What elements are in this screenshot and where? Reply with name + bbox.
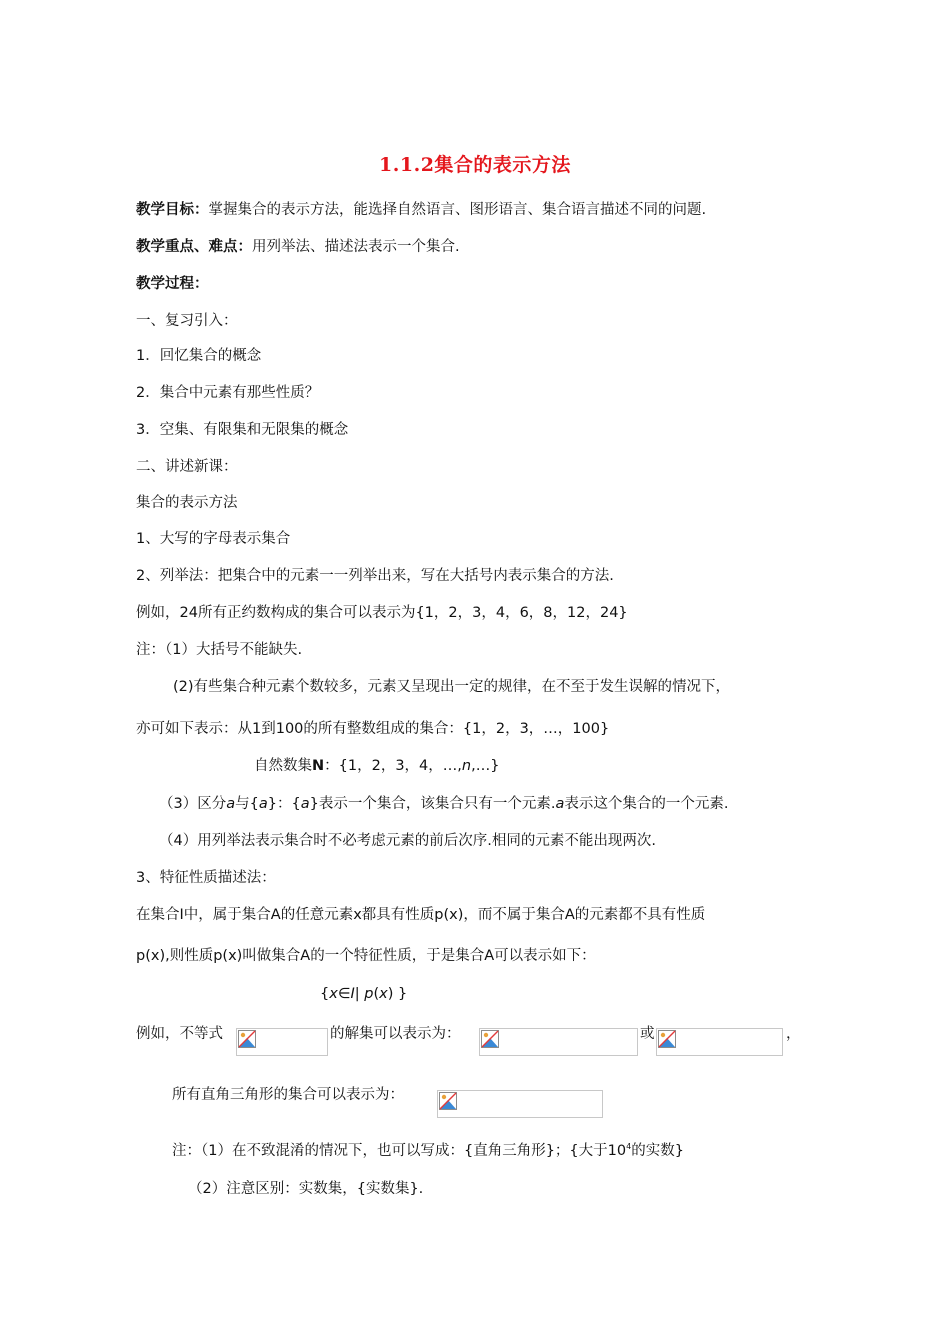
example-or: 或 [640,1026,655,1042]
objective-line [136,200,706,220]
final-note-line: （2）注意区别：实数集，{实数集}. [188,1181,424,1197]
review-item: 3．空集、有限集和无限集的概念 [136,422,349,438]
broken-image-icon [439,1092,457,1110]
paragraph: 例如，24所有正约数构成的集合可以表示为{1，2，3，4，6，8，12，24} [136,605,628,621]
review-heading: 一、复习引入： [136,313,238,329]
set-builder-formula: {x∈I| p(x) } [320,986,408,1002]
page-title: 1.1.2集合的表示方法 [379,154,571,176]
natural-number-set: 自然数集N：{1，2，3，4，…,n,…} [254,758,500,774]
example-comma: ， [786,1026,801,1042]
example-prefix: 例如，不等式 [136,1026,223,1042]
right-triangle-set-image [437,1090,603,1118]
review-item: 2．集合中元素有那些性质？ [136,385,320,401]
paragraph: p(x),则性质p(x)叫做集合A的一个特征性质，于是集合A可以表示如下： [136,948,596,964]
keypoints-label: 教学重点、难点： [136,239,252,255]
example-middle: 的解集可以表示为： [330,1026,461,1042]
solution-set-image-1 [479,1028,638,1056]
paragraph: 在集合I中，属于集合A的任意元素x都具有性质p(x)，而不属于集合A的元素都不具有性质 [136,907,706,923]
objective-text: 掌握集合的表示方法，能选择自然语言、图形语言、集合语言描述不同的问题. [208,202,707,218]
final-note-line: 注：（1）在不致混淆的情况下，也可以写成：{直角三角形}；{大于$10^4$的实数} [172,1142,684,1159]
review-item: 1．回忆集合的概念 [136,348,262,364]
right-triangle-example: 所有直角三角形的集合可以表示为： [172,1087,404,1103]
note-line: （3）区分a与{a}：{a}表示一个集合，该集合只有一个元素.a表示这个集合的一个元素. [159,796,729,812]
inequality-image [236,1028,328,1056]
objective-label: 教学目标： [136,202,209,218]
note-line: 亦可如下表示：从1到100的所有整数组成的集合：{1，2，3，…，100} [136,721,610,737]
newlesson-subheading: 集合的表示方法 [136,495,238,511]
solution-set-image-2 [656,1028,783,1056]
paragraph: 2、列举法：把集合中的元素一一列举出来，写在大括号内表示集合的方法. [136,568,614,584]
process-label: 教学过程： [136,276,209,292]
newlesson-heading: 二、讲述新课： [136,459,238,475]
note-line: 注：（1）大括号不能缺失. [136,642,303,658]
paragraph: 1、大写的字母表示集合 [136,531,291,547]
paragraph: 3、特征性质描述法： [136,870,276,886]
broken-image-icon [481,1030,499,1048]
note-line: (2)有些集合种元素个数较多，元素又呈现出一定的规律，在不至于发生误解的情况下， [173,679,731,695]
broken-image-icon [238,1030,256,1048]
broken-image-icon [658,1030,676,1048]
keypoints-text: 用列举法、描述法表示一个集合. [252,239,460,255]
keypoints-line [136,237,460,257]
note-line: （4）用列举法表示集合时不必考虑元素的前后次序.相同的元素不能出现两次. [159,833,656,849]
